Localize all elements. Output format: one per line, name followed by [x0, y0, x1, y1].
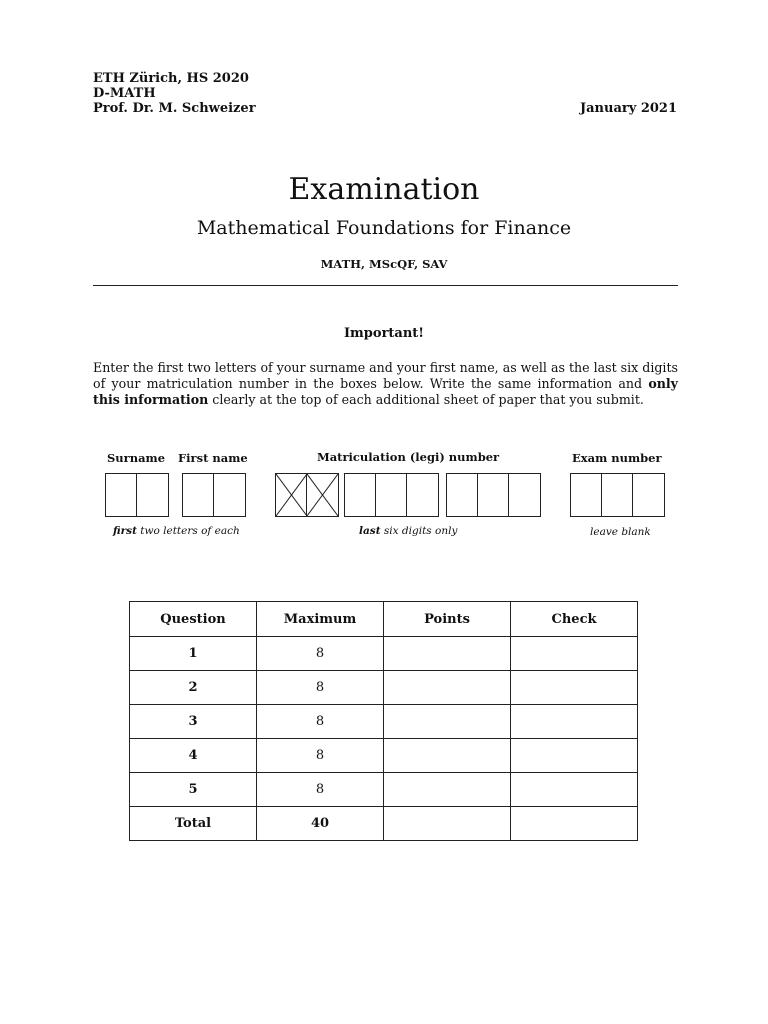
points-cell[interactable] — [384, 773, 511, 807]
matriculation-digit-box[interactable] — [509, 474, 540, 516]
question-maximum: 8 — [257, 773, 384, 807]
exam-number-label: Exam number — [572, 451, 662, 465]
course-subtitle: Mathematical Foundations for Finance — [196, 217, 572, 239]
table-row — [130, 773, 638, 807]
important-heading: Important! — [343, 326, 425, 341]
institution-label: ETH Zürich, HS 2020 — [93, 71, 249, 86]
column-header-maximum: Maximum — [257, 602, 384, 637]
professor-label: Prof. Dr. M. Schweizer — [93, 101, 256, 116]
surname-letter-box[interactable] — [106, 474, 137, 516]
matriculation-digit-box[interactable] — [407, 474, 438, 516]
column-header-check: Check — [511, 602, 638, 637]
surname-letter-box[interactable] — [137, 474, 168, 516]
matriculation-digit-box[interactable] — [376, 474, 407, 516]
total-maximum: 40 — [257, 807, 384, 841]
first-name-boxes[interactable] — [182, 473, 246, 517]
matriculation-label: Matriculation (legi) number — [317, 450, 500, 464]
check-cell[interactable] — [511, 773, 638, 807]
matriculation-crossed-boxes — [275, 473, 339, 517]
points-cell[interactable] — [384, 637, 511, 671]
matriculation-digit-boxes-b[interactable] — [446, 473, 541, 517]
surname-boxes[interactable] — [105, 473, 169, 517]
total-points-cell[interactable] — [384, 807, 511, 841]
question-maximum: 8 — [257, 705, 384, 739]
matriculation-digit-box[interactable] — [478, 474, 509, 516]
total-row — [130, 807, 638, 841]
points-cell[interactable] — [384, 739, 511, 773]
exam-number-digit-box[interactable] — [602, 474, 633, 516]
first-name-label: First name — [178, 451, 248, 465]
instructions-paragraph — [93, 360, 678, 408]
score-table — [129, 601, 638, 841]
instructions-text-2: clearly at the top of each additional sheet of paper that you submit. — [208, 392, 644, 407]
table-header-row — [130, 602, 638, 637]
cross-icon — [307, 474, 338, 516]
check-cell[interactable] — [511, 637, 638, 671]
department-label: D-MATH — [93, 86, 156, 101]
surname-label: Surname — [107, 451, 166, 465]
check-cell[interactable] — [511, 671, 638, 705]
instructions-emphasis: only this information — [93, 376, 678, 407]
total-label: Total — [130, 807, 257, 841]
question-maximum: 8 — [257, 739, 384, 773]
matriculation-digit-box[interactable] — [447, 474, 478, 516]
first-name-letter-box[interactable] — [183, 474, 214, 516]
letters-caption — [113, 525, 240, 537]
page-title: Examination — [288, 172, 480, 207]
table-row — [130, 705, 638, 739]
exam-date: January 2021 — [579, 101, 677, 116]
table-row — [130, 671, 638, 705]
points-cell[interactable] — [384, 671, 511, 705]
digits-caption — [359, 525, 457, 537]
cross-icon — [276, 474, 307, 516]
matriculation-digit-box[interactable] — [345, 474, 376, 516]
exam-number-boxes[interactable] — [570, 473, 665, 517]
question-maximum: 8 — [257, 671, 384, 705]
table-row — [130, 739, 638, 773]
first-name-letter-box[interactable] — [214, 474, 245, 516]
column-header-question: Question — [130, 602, 257, 637]
question-number: 4 — [130, 739, 257, 773]
exam-number-digit-box[interactable] — [633, 474, 664, 516]
digits-caption-bold: last — [359, 525, 381, 537]
question-maximum: 8 — [257, 637, 384, 671]
question-number: 1 — [130, 637, 257, 671]
programs-label: MATH, MScQF, SAV — [320, 257, 448, 271]
letters-caption-bold: first — [113, 525, 137, 537]
matriculation-digit-boxes-a[interactable] — [344, 473, 439, 517]
check-cell[interactable] — [511, 739, 638, 773]
title-divider — [93, 285, 678, 286]
total-check-cell[interactable] — [511, 807, 638, 841]
column-header-points: Points — [384, 602, 511, 637]
question-number: 2 — [130, 671, 257, 705]
question-number: 3 — [130, 705, 257, 739]
letters-caption-text: two letters of each — [136, 525, 240, 537]
digits-caption-text: six digits only — [380, 525, 458, 537]
crossed-out-box — [276, 474, 307, 516]
crossed-out-box — [307, 474, 338, 516]
instructions-text-1: Enter the first two letters of your surname and your first name, as well as the last six digits of your matriculation number in the boxes below. Write the same information and — [93, 360, 678, 391]
exam-number-digit-box[interactable] — [571, 474, 602, 516]
points-cell[interactable] — [384, 705, 511, 739]
question-number: 5 — [130, 773, 257, 807]
check-cell[interactable] — [511, 705, 638, 739]
table-row — [130, 637, 638, 671]
exam-number-caption: leave blank — [590, 526, 651, 538]
